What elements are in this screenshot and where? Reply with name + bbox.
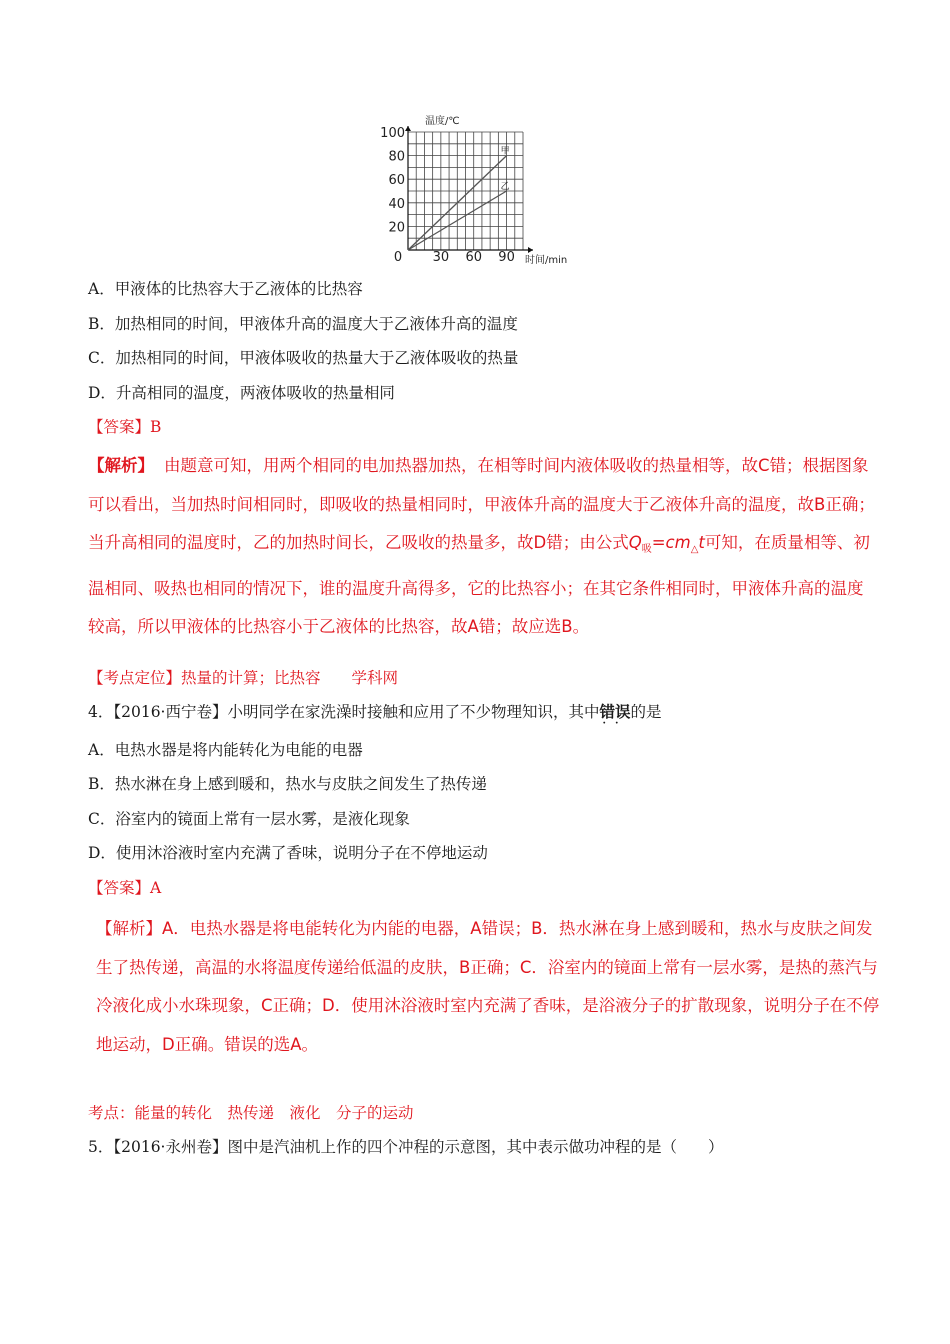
series-label-2: 乙 xyxy=(500,182,510,192)
formula-t: t xyxy=(698,533,705,552)
y-axis-label: 温度/℃ xyxy=(425,116,460,127)
q3-option-b: B．加热相同的时间，甲液体升高的温度大于乙液体升高的温度 xyxy=(88,315,518,333)
q3-option-c: C．加热相同的时间，甲液体吸收的热量大于乙液体吸收的热量 xyxy=(88,349,519,367)
y-tick-label: 40 xyxy=(388,196,405,212)
q4-emphasis-text: 错误 xyxy=(599,702,631,721)
x-tick-label: 90 xyxy=(498,250,515,265)
x-tick-label: 30 xyxy=(432,250,450,265)
chart-ticks xyxy=(380,126,515,265)
q4-stem-text: 4．【2016·西宁卷】小明同学在家洗澡时接触和应用了不少物理知识，其中 xyxy=(88,703,600,721)
q4-option-d: D．使用沐浴液时室内充满了香味，说明分子在不停地运动 xyxy=(88,844,488,862)
q3-option-d: D．升高相同的温度，两液体吸收的热量相同 xyxy=(88,384,395,402)
formula-delta: △ xyxy=(690,544,699,555)
chart-series xyxy=(408,146,510,250)
q4-kaodian: 考点：能量的转化 热传递 液化 分子的运动 xyxy=(88,1104,414,1122)
q4-stem-tail: 的是 xyxy=(630,703,662,721)
q4-answer: 【答案】A xyxy=(88,879,162,897)
formula-sub: 吸 xyxy=(641,544,652,555)
q4-stem xyxy=(88,700,662,729)
temperature-time-chart xyxy=(368,112,578,270)
q4-option-b: B．热水淋在身上感到暖和，热水与皮肤之间发生了热传递 xyxy=(88,775,487,793)
q3-analysis-text-2: 可知，在质量相等、初温相同、吸热也相同的情况下，谁的温度升高得多，它的比热容小；在其它条件相同时，甲液体升高的温度较高，所以甲液体的比热容小于乙液体的比热容，故A错；故应选B。 xyxy=(88,533,870,636)
q3-analysis-label: 【解析】 xyxy=(88,456,154,475)
q4-stem-emphasis xyxy=(599,702,631,729)
q3-kaodian: 【考点定位】热量的计算；比热容 学科网 xyxy=(88,669,399,687)
q3-analysis-text: 由题意可知，用两个相同的电加热器加热，在相等时间内液体吸收的热量相等，故C错；根据图象可以看出，当加热时间相同时，即吸收的热量相同时，甲液体升高的温度大于乙液体升高的温度，故B正确；当升高相同的温度时，乙的加热时间长，乙吸收的热量多，故D错；由公式 xyxy=(88,456,875,552)
emphasis-dots: ·· xyxy=(602,718,628,729)
y-tick-label: 80 xyxy=(388,149,405,165)
x-axis-label: 时间/min xyxy=(525,255,568,266)
q4-analysis: 【解析】A．电热水器是将电能转化为内能的电器，A错误；B．热水淋在身上感到暖和，热水与皮肤之间发生了热传递，高温的水将温度传递给低温的皮肤，B正确；C．浴室内的镜面上常有一层水雾，是热的蒸汽与冷液化成小水珠现象，C正确；D．使用沐浴液时室内充满了香味，是浴液分子的扩散现象，说明分子在不停地运动，D正确。错误的选A。 xyxy=(96,919,880,1054)
y-axis-arrow xyxy=(405,126,411,131)
q4-option-a: A．电热水器是将内能转化为电能的电器 xyxy=(88,741,363,759)
q3-analysis xyxy=(88,447,878,647)
formula-rest: =cm xyxy=(651,533,691,552)
q4-option-c: C．浴室内的镜面上常有一层水雾，是液化现象 xyxy=(88,810,410,828)
y-tick-label: 60 xyxy=(388,173,405,189)
q5-stem: 5．【2016·永州卷】图中是汽油机上作的四个冲程的示意图，其中表示做功冲程的是（ ） xyxy=(88,1138,724,1156)
series-label-1: 甲 xyxy=(500,146,510,157)
y-tick-label: 100 xyxy=(380,126,405,141)
x-tick-label: 0 xyxy=(393,250,403,265)
x-axis-arrow xyxy=(528,247,533,253)
formula-q: Q xyxy=(628,533,642,552)
q3-answer: 【答案】B xyxy=(88,418,162,436)
q3-option-a: A．甲液体的比热容大于乙液体的比热容 xyxy=(88,280,363,298)
y-tick-label: 20 xyxy=(388,220,405,236)
x-tick-label: 60 xyxy=(465,250,482,265)
